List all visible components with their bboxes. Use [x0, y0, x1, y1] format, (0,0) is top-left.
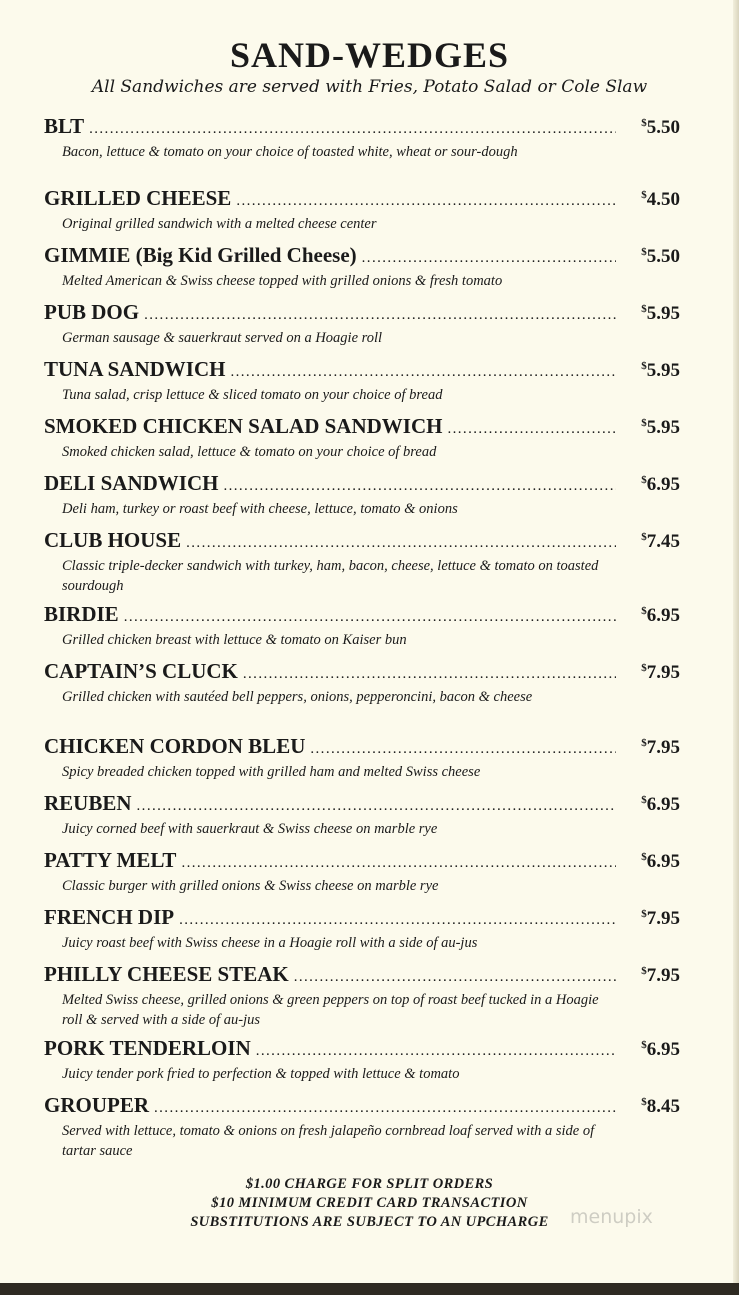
item-description: Classic burger with grilled onions & Swiss cheese on marble rye: [62, 878, 439, 894]
menu-item: [44, 114, 680, 162]
currency-symbol: $: [641, 851, 647, 863]
item-name: CAPTAIN’S CLUCK: [44, 659, 238, 683]
price-value: 7.95: [646, 965, 680, 986]
currency-symbol: $: [641, 908, 647, 920]
currency-symbol: $: [641, 1039, 647, 1051]
price-value: 7.45: [646, 531, 680, 552]
dot-leader: [89, 121, 616, 138]
item-description: Bacon, lettuce & tomato on your choice of toasted white, wheat or sour-dough: [62, 144, 518, 160]
menu-item-row: [44, 528, 680, 556]
menu-item: [44, 528, 680, 596]
price-value: 7.95: [646, 662, 680, 683]
item-description: Grilled chicken breast with lettuce & tomato on Kaiser bun: [62, 632, 407, 648]
item-description: Smoked chicken salad, lettuce & tomato on your choice of bread: [62, 444, 437, 460]
menu-subtitle: All Sandwiches are served with Fries, Potato Salad or Cole Slaw: [91, 77, 648, 97]
dot-leader: [362, 250, 616, 267]
item-description: Juicy roast beef with Swiss cheese in a Hoagie roll with a side of au-jus: [62, 935, 478, 951]
item-price: [622, 531, 680, 553]
currency-symbol: $: [641, 737, 647, 749]
footer-substitutions: SUBSTITUTIONS ARE SUBJECT TO AN UPCHARGE: [190, 1214, 549, 1230]
item-price: [622, 303, 680, 325]
item-name: GIMMIE (Big Kid Grilled Cheese): [44, 243, 357, 267]
menu-item-row: [44, 848, 680, 876]
menu-item-row: [44, 602, 680, 630]
menu-item: [44, 848, 680, 896]
item-price: [622, 662, 680, 684]
price-value: 6.95: [646, 794, 680, 815]
item-price: [622, 605, 680, 627]
currency-symbol: $: [641, 794, 647, 806]
menu-item-row: [44, 791, 680, 819]
page-bottom-edge: [0, 1283, 739, 1295]
currency-symbol: $: [641, 662, 647, 674]
dot-leader: [243, 666, 616, 683]
menu-item: [44, 659, 680, 707]
menu-item-row: [44, 962, 680, 990]
item-name: REUBEN: [44, 791, 132, 815]
dot-leader: [310, 741, 616, 758]
menu-item: [44, 1036, 680, 1084]
currency-symbol: $: [641, 360, 647, 372]
menu-title: SAND-WEDGES: [229, 35, 510, 75]
currency-symbol: $: [641, 246, 647, 258]
item-name: PATTY MELT: [44, 848, 177, 872]
item-price: [622, 474, 680, 496]
price-value: 7.95: [646, 908, 680, 929]
dot-leader: [181, 855, 616, 872]
item-name: PORK TENDERLOIN: [44, 1036, 251, 1060]
item-price: [622, 417, 680, 439]
item-name: BLT: [44, 114, 85, 138]
menu-item: [44, 962, 680, 1030]
dot-leader: [154, 1100, 616, 1117]
menu-item: [44, 300, 680, 348]
dot-leader: [137, 798, 616, 815]
currency-symbol: $: [641, 417, 647, 429]
menu-item: [44, 357, 680, 405]
price-value: 8.45: [646, 1096, 680, 1117]
item-price: [622, 851, 680, 873]
dot-leader: [124, 609, 616, 626]
dot-leader: [447, 421, 616, 438]
item-name: CLUB HOUSE: [44, 528, 182, 552]
menu-item: [44, 602, 680, 650]
dot-leader: [179, 912, 616, 929]
menu-item: [44, 734, 680, 782]
currency-symbol: $: [641, 1096, 647, 1108]
price-value: 5.95: [646, 417, 680, 438]
price-value: 5.50: [646, 117, 680, 138]
item-price: [622, 1039, 680, 1061]
currency-symbol: $: [641, 531, 647, 543]
item-description: Tuna salad, crisp lettuce & sliced tomato on your choice of bread: [62, 387, 443, 403]
item-name: PUB DOG: [44, 300, 140, 324]
watermark-logo: menupix: [570, 1206, 653, 1228]
menu-item: [44, 791, 680, 839]
item-name: DELI SANDWICH: [44, 471, 219, 495]
item-price: [622, 246, 680, 268]
item-name: FRENCH DIP: [44, 905, 175, 929]
item-name: GRILLED CHEESE: [44, 186, 232, 210]
item-name: TUNA SANDWICH: [44, 357, 226, 381]
menu-item: [44, 1093, 680, 1161]
menu-item-row: [44, 1036, 680, 1064]
price-value: 4.50: [646, 189, 680, 210]
dot-leader: [256, 1043, 616, 1060]
item-price: [622, 360, 680, 382]
currency-symbol: $: [641, 605, 647, 617]
dot-leader: [223, 478, 616, 495]
menu-item-row: [44, 471, 680, 499]
price-value: 6.95: [646, 851, 680, 872]
menu-item-row: [44, 186, 680, 214]
item-price: [622, 189, 680, 211]
item-name: SMOKED CHICKEN SALAD SANDWICH: [44, 414, 443, 438]
dot-leader: [144, 307, 616, 324]
item-name: BIRDIE: [44, 602, 119, 626]
item-description: Spicy breaded chicken topped with grilled ham and melted Swiss cheese: [62, 764, 481, 780]
price-value: 5.95: [646, 303, 680, 324]
item-description: German sausage & sauerkraut served on a Hoagie roll: [62, 330, 383, 346]
footer-credit-card: $10 MINIMUM CREDIT CARD TRANSACTION: [211, 1195, 528, 1211]
menu-item-row: [44, 414, 680, 442]
item-description: Deli ham, turkey or roast beef with cheese, lettuce, tomato & onions: [62, 501, 458, 517]
menu-item: [44, 186, 680, 234]
item-description: Melted American & Swiss cheese topped with grilled onions & fresh tomato: [62, 273, 503, 289]
dot-leader: [186, 535, 616, 552]
currency-symbol: $: [641, 189, 647, 201]
dot-leader: [230, 364, 616, 381]
item-name: GROUPER: [44, 1093, 149, 1117]
item-name: CHICKEN CORDON BLEU: [44, 734, 306, 758]
menu-item-row: [44, 357, 680, 385]
currency-symbol: $: [641, 474, 647, 486]
menu-item-row: [44, 1093, 680, 1121]
item-price: [622, 908, 680, 930]
item-description: Grilled chicken with sautéed bell peppers, onions, pepperoncini, bacon & cheese: [62, 689, 533, 705]
item-price: [622, 117, 680, 139]
currency-symbol: $: [641, 965, 647, 977]
price-value: 5.50: [646, 246, 680, 267]
dot-leader: [236, 193, 616, 210]
footer-split-orders: $1.00 CHARGE FOR SPLIT ORDERS: [245, 1176, 494, 1192]
item-description: Juicy corned beef with sauerkraut & Swiss cheese on marble rye: [62, 821, 438, 837]
price-value: 6.95: [646, 1039, 680, 1060]
menu-item-row: [44, 114, 680, 142]
item-price: [622, 1096, 680, 1118]
menu-item-row: [44, 734, 680, 762]
item-description: Original grilled sandwich with a melted cheese center: [62, 216, 377, 232]
menu-item: [44, 471, 680, 519]
menu-item: [44, 905, 680, 953]
item-price: [622, 965, 680, 987]
currency-symbol: $: [641, 117, 647, 129]
currency-symbol: $: [641, 303, 647, 315]
price-value: 6.95: [646, 474, 680, 495]
item-description: Served with lettuce, tomato & onions on fresh jalapeño cornbread loaf served with a side of tartar sauce: [62, 1123, 595, 1159]
menu-item: [44, 243, 680, 291]
menu-item-row: [44, 243, 680, 271]
menu-item-row: [44, 905, 680, 933]
menu-item-row: [44, 300, 680, 328]
price-value: 5.95: [646, 360, 680, 381]
item-name: PHILLY CHEESE STEAK: [44, 962, 289, 986]
menu-item: [44, 414, 680, 462]
item-description: Juicy tender pork fried to perfection & topped with lettuce & tomato: [62, 1066, 460, 1082]
item-price: [622, 737, 680, 759]
menu-item-row: [44, 659, 680, 687]
item-price: [622, 794, 680, 816]
dot-leader: [294, 969, 616, 986]
item-description: Melted Swiss cheese, grilled onions & green peppers on top of roast beef tucked in a Hoagie roll & served with a side of au-jus: [62, 992, 599, 1028]
price-value: 6.95: [646, 605, 680, 626]
page-edge: [733, 0, 739, 1295]
item-description: Classic triple-decker sandwich with turkey, ham, bacon, cheese, lettuce & tomato on toasted sourdough: [62, 558, 599, 594]
price-value: 7.95: [646, 737, 680, 758]
